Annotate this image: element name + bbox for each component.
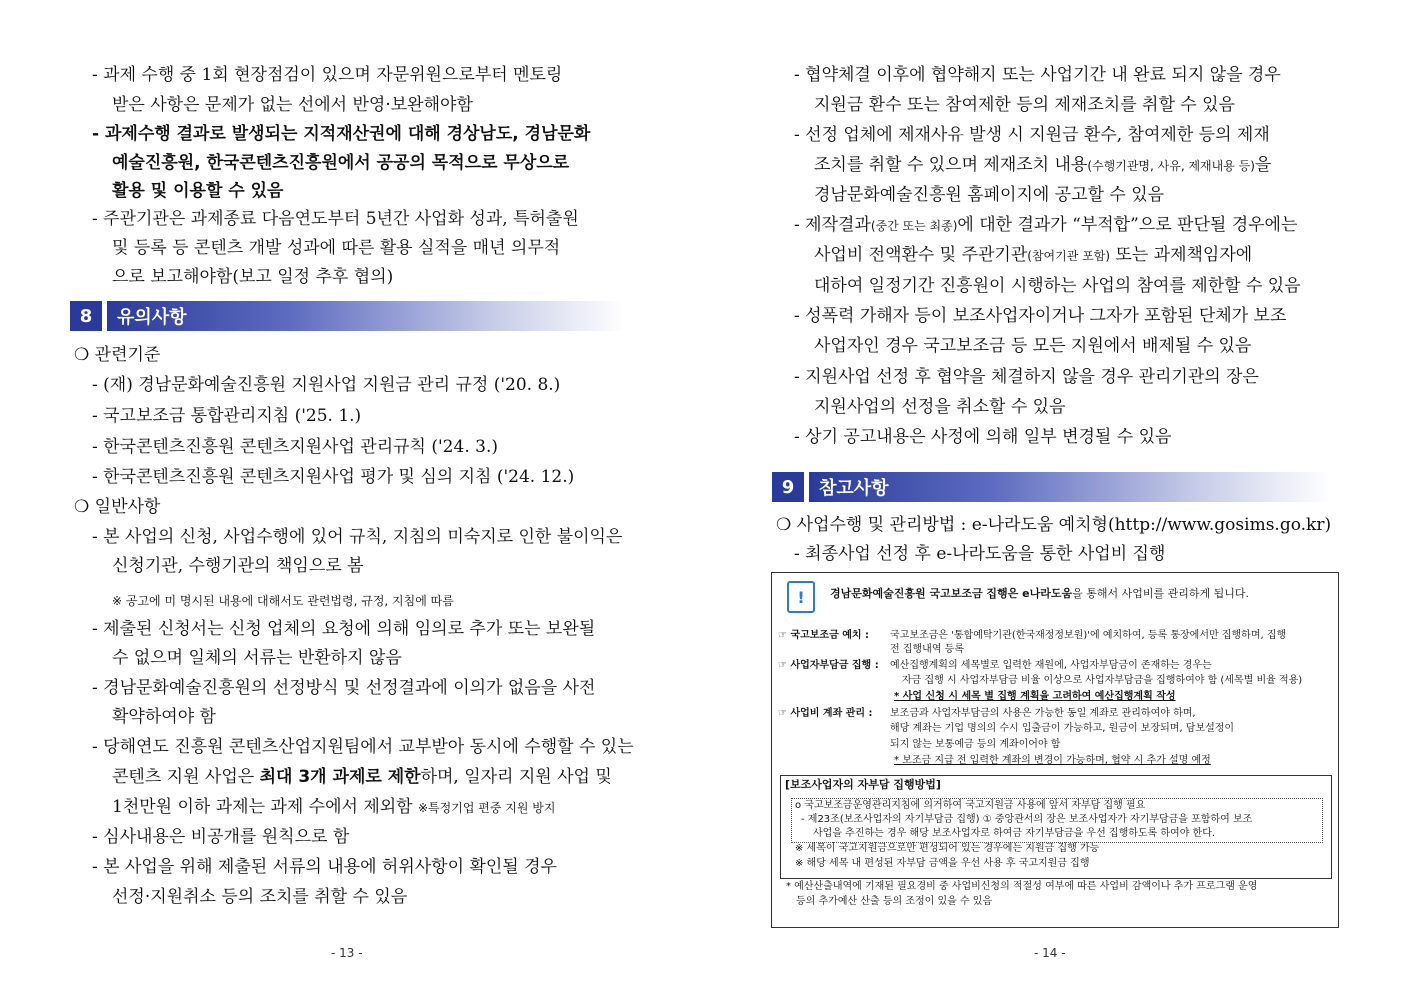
general-item: - 심사내용은 비공개를 원칙으로 함 — [92, 827, 350, 847]
text-line: 조치를 취할 수 있으며 제재조치 내용(수행기관명, 사유, 제재내용 등)을 — [814, 155, 1272, 175]
box-title: 경남문화예술진흥원 국고보조금 집행은 e나라도움을 통해서 사업비를 관리하게 됩니다. — [830, 587, 1249, 600]
self-pay-text: 자금 집행 시 사업자부담금 비율 이상으로 사업자부담금을 집행하여야 함 (세목별 비율 적용) — [902, 675, 1303, 686]
general-item: - 본 사업을 위해 제출된 서류의 내용에 허위사항이 확인될 경우 — [92, 857, 557, 877]
label-self-pay: ☞ 사업자부담금 집행 : — [778, 660, 879, 671]
section-title: 참고사항 — [809, 472, 1330, 502]
deposit-text: 전 집행내역 등록 — [890, 644, 964, 655]
page-13 — [0, 0, 700, 992]
heading-criteria: ❍ 관련기준 — [74, 345, 161, 365]
text-line: 경남문화예술진흥원 홈페이지에 공고할 수 있음 — [814, 185, 1165, 205]
text-line: 지원금 환수 또는 참여제한 등의 제재조치를 취할 수 있음 — [814, 95, 1235, 115]
subbox-text: ※ 해당 세목 내 편성된 자부담 금액을 우선 사용 후 국고지원금 집행 — [795, 858, 1090, 869]
text-line: - 선정 업체에 제재사유 발생 시 지원금 환수, 참여제한 등의 제재 — [794, 125, 1270, 145]
text-line: - 성폭력 가해자 등이 보조사업자이거나 그자가 포함된 단체가 보조 — [794, 306, 1287, 326]
account-text: 보조금과 사업자부담금의 사용은 가능한 동일 계좌로 관리하여야 하며, — [890, 708, 1196, 719]
deposit-text: 국고보조금은 '통합예탁기관(한국재정정보원)'에 예치하여, 등록 통장에서만 집행하며, 집행 — [890, 630, 1287, 641]
text-line: - 제작결과(중간 또는 최종)에 대한 결과가 “부적합”으로 판단될 경우에는 — [794, 215, 1298, 235]
self-pay-text: 예산집행계획의 세목별로 입력한 재원에, 사업자부담금이 존재하는 경우는 — [890, 660, 1212, 671]
text-line-bold: 활용 및 이용할 수 있음 — [112, 181, 284, 201]
text-line-bold: 예술진흥원, 한국콘텐츠진흥원에서 공공의 목적으로 무상으로 — [112, 153, 570, 173]
text-line: - 협약체결 이후에 협약해지 또는 사업기간 내 완료 되지 않을 경우 — [794, 65, 1281, 85]
page-number: - 13 - — [331, 946, 363, 960]
account-text: 해당 계좌는 기업 명의의 수시 입출금이 가능하고, 원금이 보장되며, 담보설정이 — [890, 723, 1235, 734]
subbox-text: o 국고보조금운영관리지침에 의거하여 국고지원금 사용에 앞서 자부담 집행 필요 — [795, 800, 1146, 811]
text-line: - 주관기관은 과제종료 다음연도부터 5년간 사업화 성과, 특허출원 — [92, 209, 579, 229]
text-line: 지원사업의 선정을 취소할 수 있음 — [814, 397, 1066, 417]
subbox-text: ※ 세목이 국고지원금으로만 편성되어 있는 경우에는 지원금 집행 가능 — [795, 843, 1100, 854]
general-item: 1천만원 이하 과제는 과제 수에서 제외함 ※특정기업 편중 지원 방지 — [112, 797, 556, 817]
general-item: 선정·지원취소 등의 조치를 취할 수 있음 — [112, 887, 408, 907]
criteria-item: - (재) 경남문화예술진흥원 지원사업 지원금 관리 규정 ('20. 8.) — [92, 375, 561, 395]
page-number: - 14 - — [1034, 946, 1066, 960]
text-line: - 지원사업 선정 후 협약을 체결하지 않을 경우 관리기관의 장은 — [794, 367, 1259, 387]
footnote: * 예산산출내역에 기재된 필요경비 중 사업비신청의 적절성 여부에 따른 사업비 감액이나 추가 프로그램 운영 — [786, 881, 1258, 892]
general-item: 수 없으며 일체의 서류는 반환하지 않음 — [112, 648, 402, 668]
text-line-bold: - 과제수행 결과로 발생되는 지적재산권에 대해 경상남도, 경남문화 — [92, 124, 591, 144]
section-title: 유의사항 — [107, 301, 625, 331]
account-note: * 보조금 지급 전 입력한 계좌의 변경이 가능하며, 협약 시 추가 설명 예정 — [894, 755, 1211, 766]
subbox-text: 사업을 추진하는 경우 해당 보조사업자로 하여금 자기부담금을 우선 집행하도록 하여야 한다. — [813, 828, 1216, 839]
general-item: - 제출된 신청서는 신청 업체의 요청에 의해 임의로 추가 또는 보완될 — [92, 619, 596, 639]
enaradoum-info-box — [771, 572, 1339, 928]
text-line: 사업비 전액환수 및 주관기관(참여기관 포함) 또는 과제책임자에 — [814, 245, 1253, 265]
general-note: ※ 공고에 미 명시된 내용에 대해서도 관련법령, 규정, 지침에 따름 — [112, 594, 454, 608]
general-item: - 경남문화예술진흥원의 선정방식 및 선정결과에 이의가 없음을 사전 — [92, 678, 596, 698]
account-text: 되지 않는 보통예금 등의 계좌이어야 함 — [890, 739, 1061, 750]
heading-general: ❍ 일반사항 — [74, 497, 161, 517]
general-item: - 당해연도 진흥원 콘텐츠산업지원팀에서 교부받아 동시에 수행할 수 있는 — [92, 737, 634, 757]
criteria-item: - 한국콘텐츠진흥원 콘텐츠지원사업 평가 및 심의 지침 ('24. 12.) — [92, 467, 575, 487]
subbox-title: [보조사업자의 자부담 집행방법] — [785, 778, 941, 791]
text-line: 받은 사항은 문제가 없는 선에서 반영·보완해야함 — [112, 95, 473, 115]
info-icon: ! — [787, 581, 815, 613]
criteria-item: - 국고보조금 통합관리지침 ('25. 1.) — [92, 406, 362, 426]
self-pay-note: * 사업 신청 시 세목 별 집행 계획을 고려하여 예산집행계획 작성 — [894, 691, 1176, 702]
subbox-text: - 제23조(보조사업자의 자기부담금 집행) ① 중앙관서의 장은 보조사업자가 자기부담금을 포함하여 보조 — [801, 814, 1253, 825]
label-deposit: ☞ 국고보조금 예치 : — [778, 630, 870, 641]
heading-reference: ❍ 사업수행 및 관리방법 : e-나라도움 예치형(http://www.gosims.go.kr) — [776, 515, 1332, 535]
text-line: 사업자인 경우 국고보조금 등 모든 지원에서 배제될 수 있음 — [814, 336, 1252, 356]
section-number: 9 — [772, 472, 804, 502]
general-item: 콘텐츠 지원 사업은 최대 3개 과제로 제한하며, 일자리 지원 사업 및 — [112, 767, 612, 787]
footnote: 등의 추가예산 산출 등의 조정이 있을 수 있음 — [796, 896, 993, 907]
self-pay-method-box — [780, 775, 1332, 879]
text-line: 대하여 일정기간 진흥원이 시행하는 사업의 참여를 제한할 수 있음 — [814, 276, 1301, 296]
general-item: 신청기관, 수행기관의 책임으로 봄 — [112, 556, 364, 576]
text-line: - 과제 수행 중 1회 현장점검이 있으며 자문위원으로부터 멘토링 — [92, 65, 563, 85]
reference-item: - 최종사업 선정 후 e-나라도움을 통한 사업비 집행 — [794, 544, 1166, 564]
label-account: ☞ 사업비 계좌 관리 : — [778, 708, 873, 719]
text-line: 으로 보고해야함(보고 일정 추후 협의) — [112, 267, 394, 287]
general-item: 확약하여야 함 — [112, 707, 216, 727]
text-line: - 상기 공고내용은 사정에 의해 일부 변경될 수 있음 — [794, 427, 1172, 447]
general-item: - 본 사업의 신청, 사업수행에 있어 규칙, 지침의 미숙지로 인한 불이익은 — [92, 527, 623, 547]
section-header-9 — [772, 472, 1330, 502]
text-line: 및 등록 등 콘텐츠 개발 성과에 따른 활용 실적을 매년 의무적 — [112, 238, 561, 258]
section-number: 8 — [70, 301, 102, 331]
section-header-8 — [70, 301, 625, 331]
criteria-item: - 한국콘텐츠진흥원 콘텐츠지원사업 관리규칙 ('24. 3.) — [92, 437, 498, 457]
